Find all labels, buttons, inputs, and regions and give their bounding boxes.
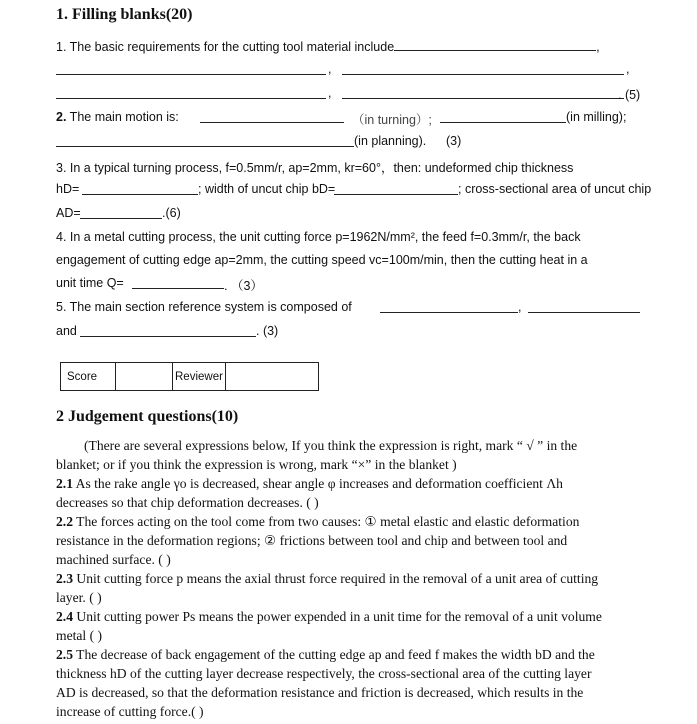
q1-score: . (5): [618, 88, 641, 102]
section-2-intro-line-2: blanket; or if you think the expression is wrong, mark “×” in the blanket ): [56, 457, 457, 472]
q5-and: and: [56, 324, 77, 338]
q4-line-1: 4. In a metal cutting process, the unit cutting force p=1962N/mm², the feed f=0.3mm/r, the back: [56, 230, 581, 244]
q5-blank-2[interactable]: [528, 312, 640, 313]
q1-comma-4: ,: [328, 86, 332, 100]
q2-planning-label: (in planning).: [354, 134, 427, 148]
item-2-3-line-2: layer. ( ): [56, 590, 102, 605]
q1-blank-1[interactable]: [394, 38, 596, 51]
item-2-2-number: 2.2: [56, 514, 73, 529]
q4-line-3-prefix: unit time Q=: [56, 276, 124, 290]
q5-blank-1[interactable]: [380, 312, 518, 313]
section-1-title: 1. Filling blanks(20): [56, 6, 193, 23]
item-2-2-line-1: 2.2 The forces acting on the tool come from two causes: ① metal elastic and elastic deformation: [56, 514, 580, 529]
q3-area-label: ; cross-sectional area of uncut chip: [458, 182, 652, 196]
q1-blank-2[interactable]: [56, 74, 326, 75]
q3-score: .(6): [162, 206, 181, 220]
q2-score: (3): [446, 134, 462, 148]
q1-comma-3: ,: [626, 62, 630, 76]
q5-score: . (3): [256, 324, 279, 338]
item-2-4-line-1: 2.4 Unit cutting power Ps means the power expended in a unit time for the removal of a unit volume: [56, 609, 602, 624]
q1-comma-2: ,: [328, 62, 332, 76]
q2-blank-turning[interactable]: [200, 122, 344, 123]
item-2-5-number: 2.5: [56, 647, 73, 662]
q3-blank-width[interactable]: [334, 194, 458, 195]
item-2-2-line-3: machined surface. ( ): [56, 552, 171, 567]
reviewer-value-cell[interactable]: [225, 363, 318, 391]
q5-comma: ,: [518, 300, 522, 314]
q2-turning-label: （in turning）;: [352, 113, 432, 127]
q3-width-label: ; width of uncut chip bD=: [198, 182, 336, 196]
item-2-2-line-2: resistance in the deformation regions; ② frictions between tool and chip and between tool and: [56, 533, 568, 548]
q2-milling-label: (in milling);: [566, 110, 627, 124]
q2-blank-planning[interactable]: [56, 146, 354, 147]
item-2-1-number: 2.1: [56, 476, 73, 491]
q1-prompt: 1. The basic requirements for the cutting tool material include: [56, 40, 395, 54]
item-2-4-number: 2.4: [56, 609, 73, 624]
q1-comma: ,: [596, 40, 600, 54]
q3-a-label: AD=: [56, 206, 81, 220]
q2-number: 2.: [56, 110, 67, 124]
section-2-title: 2 Judgement questions(10): [56, 408, 239, 425]
item-2-3-number: 2.3: [56, 571, 73, 586]
score-value-cell[interactable]: [116, 363, 173, 391]
item-2-5-line-4: increase of cutting force.( ): [56, 704, 204, 719]
q3-line-1: 3. In a typical turning process, f=0.5mm/r, ap=2mm, kr=60°，then: undeformed chip thickness: [56, 161, 574, 175]
item-2-4-line-2: metal ( ): [56, 628, 103, 643]
item-2-5-line-2: thickness hD of the cutting layer decrease respectively, the cross-sectional area of the cutting layer: [56, 666, 592, 681]
q1-blank-4[interactable]: [56, 98, 326, 99]
q1-blank-5[interactable]: [342, 98, 624, 99]
q5-blank-3[interactable]: [80, 336, 256, 337]
q4-score: . （3）: [224, 279, 263, 293]
q4-line-2: engagement of cutting edge ap=2mm, the cutting speed vc=100m/min, then the cutting heat in a: [56, 253, 588, 267]
item-2-5-line-3: AD is decreased, so that the deformation resistance and friction is decreased, which results in the: [56, 685, 584, 700]
q2-line-1: [56, 110, 179, 124]
q2-prompt: The main motion is:: [66, 110, 179, 124]
score-table: [60, 362, 319, 391]
q3-blank-area[interactable]: [80, 218, 162, 219]
q2-blank-milling[interactable]: [440, 122, 566, 123]
reviewer-label-cell: Reviewer: [173, 363, 226, 391]
q1-blank-3[interactable]: [342, 74, 624, 75]
score-label-cell: Score: [61, 363, 116, 391]
q4-blank-q[interactable]: [132, 288, 224, 289]
item-2-3-line-1: 2.3 Unit cutting force p means the axial thrust force required in the removal of a unit area of cutting: [56, 571, 599, 586]
item-2-1-line-2: decreases so that chip deformation decreases. ( ): [56, 495, 319, 510]
q3-blank-h[interactable]: [82, 194, 198, 195]
q1-text: [56, 38, 600, 54]
section-2-intro-line-1: (There are several expressions below, If you think the expression is right, mark “ √ ” in the: [84, 438, 578, 453]
item-2-5-line-1: 2.5 The decrease of back engagement of the cutting edge ap and feed f makes the width bD and the: [56, 647, 595, 662]
q5-line-1: 5. The main section reference system is composed of: [56, 300, 352, 314]
item-2-1-line-1: 2.1 As the rake angle γo is decreased, shear angle φ increases and deformation coefficient Λh: [56, 476, 563, 491]
q3-h-label: hD=: [56, 182, 80, 196]
